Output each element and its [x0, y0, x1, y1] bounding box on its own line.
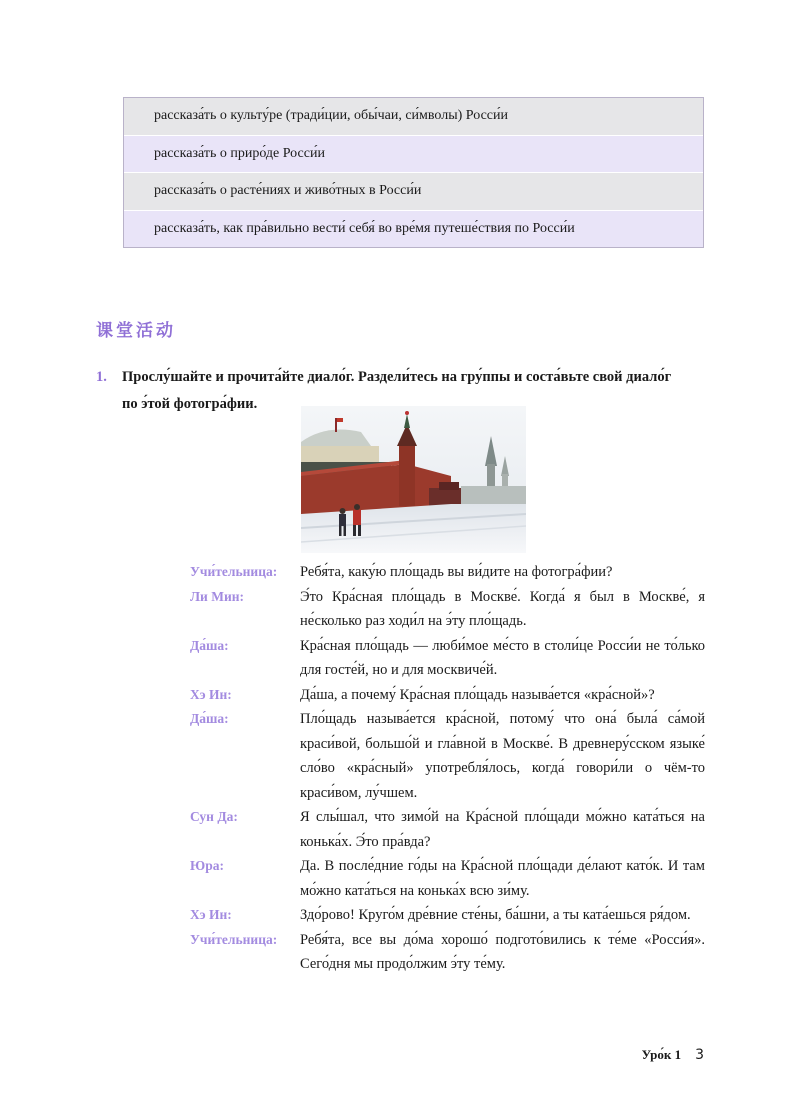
speaker-name: Хэ Ин:: [190, 686, 232, 702]
page-footer: [642, 1047, 704, 1063]
dialogue-turn: [190, 805, 705, 854]
dialogue-turn: [190, 634, 705, 683]
dialogue-turn: [190, 903, 705, 928]
speaker-line: Я слы́шал, что зимо́й на Кра́сной пло́щади мо́жно ката́ться на конька́х. Э́то пра́вда?: [300, 809, 705, 850]
goal-row: рассказа́ть о приро́де Росси́и: [124, 136, 703, 174]
goals-table: [123, 97, 704, 248]
speaker-name: Юра:: [190, 858, 224, 873]
speaker-line: Здо́рово! Круго́м дре́вние сте́ны, ба́шни, а ты ката́ешься ря́дом.: [300, 907, 691, 923]
speaker-name: Да́ша:: [190, 711, 229, 726]
speaker-line: Пло́щадь называ́ется кра́сной, потому́ что она́ была́ са́мой краси́вой, большо́й и гла́вной в Москве́. В древнеру́сском языке́ сло́во «кра́сный» употребля́лось, когда́ говори́ли о чём-то краси́вом, лу́чшем.: [300, 711, 705, 801]
goal-row: рассказа́ть, как пра́вильно вести́ себя́ во вре́мя путеше́ствия по Росси́и: [124, 211, 703, 248]
red-square-photo: [301, 406, 526, 553]
speaker-line: Да. В после́дние го́ды на Кра́сной пло́щади де́лают като́к. И там мо́жно ката́ться на конька́х всю зи́му.: [300, 858, 705, 899]
goal-row: рассказа́ть о расте́ниях и живо́тных в Росси́и: [124, 173, 703, 211]
section-title: 课堂活动: [96, 321, 176, 341]
speaker-line: Ребя́та, все вы до́ма хорошо́ подгото́вились к те́ме «Росси́я». Сего́дня мы продо́лжим э́ту те́му.: [300, 931, 705, 972]
dialogue-turn: [190, 585, 705, 634]
speaker-name: Да́ша:: [190, 637, 229, 653]
speaker-name: Учи́тельница:: [190, 564, 278, 579]
speaker-line: Э́то Кра́сная пло́щадь в Москве́. Когда́ я был в Москве́, я не́сколько раз ходи́л на э́ту пло́щадь.: [300, 588, 705, 629]
speaker-line: Да́ша, а почему́ Кра́сная пло́щадь называ́ется «кра́сной»?: [300, 686, 655, 703]
task-text-line2: по э́той фотогра́фии.: [122, 396, 258, 412]
dialogue: [190, 560, 705, 977]
dialogue-turn: [190, 707, 705, 805]
dialogue-turn: [190, 928, 705, 977]
speaker-name: Сун Да:: [190, 809, 238, 824]
speaker-line: Ребя́та, каку́ю пло́щадь вы ви́дите на фотогра́фии?: [300, 564, 613, 580]
speaker-name: Ли Мин:: [190, 588, 245, 604]
task-text-line1: Прослу́шайте и прочита́йте диало́г. Раздели́тесь на гру́ппы и соста́вьте свой диало́г: [122, 369, 672, 385]
dialogue-turn: [190, 854, 705, 903]
speaker-name: Учи́тельница:: [190, 931, 278, 947]
speaker-line: Кра́сная пло́щадь — люби́мое ме́сто в столи́це Росси́и не то́лько для госте́й, но и для москвиче́й.: [300, 637, 705, 678]
page-number: 3: [695, 1047, 704, 1063]
lesson-label: Уро́к 1: [641, 1047, 682, 1062]
goal-row: рассказа́ть о культу́ре (тради́ции, обы́чаи, си́мволы) Росси́и: [124, 98, 703, 136]
dialogue-turn: [190, 560, 705, 585]
task-number: 1.: [96, 369, 107, 385]
dialogue-turn: [190, 683, 705, 708]
speaker-name: Хэ Ин:: [190, 907, 232, 922]
